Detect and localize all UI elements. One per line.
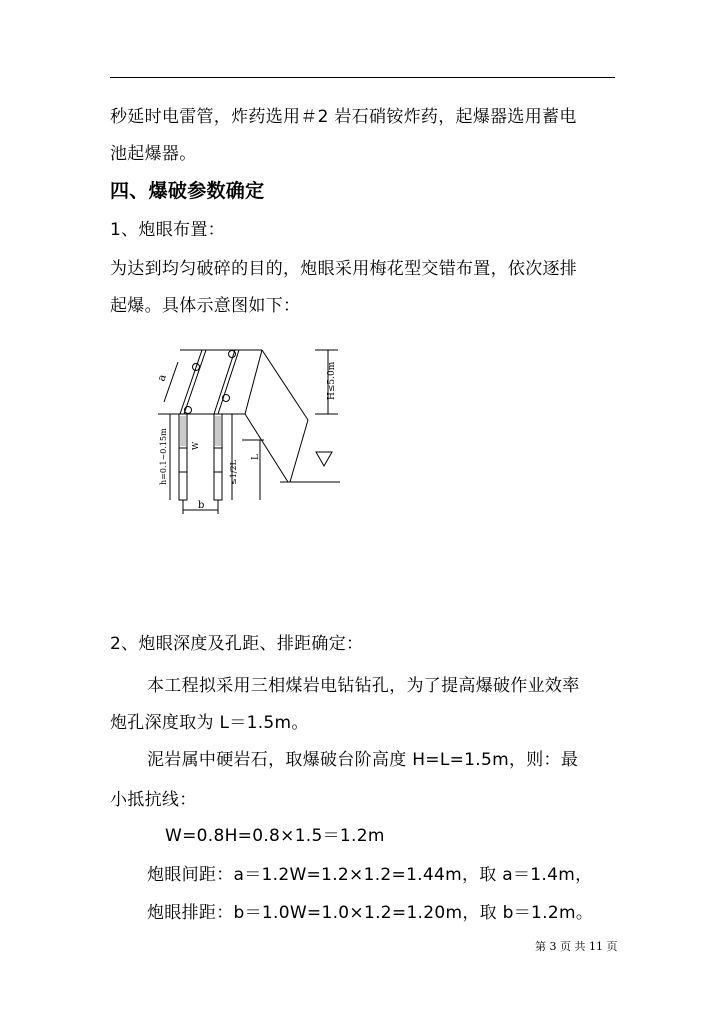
formula-line: 炮眼间距：a＝1.2W=1.2×1.2=1.44m，取 a＝1.4m， [147,865,593,885]
label-h: h=0.1~0.15m [159,428,168,485]
label-b: b [198,500,205,511]
label-H: H≤5.0m [327,361,337,400]
text-line: 池起爆器。 [110,144,197,164]
text-line: 起爆。具体示意图如下： [110,296,301,316]
header-rule [110,77,615,78]
text-line: 泥岩属中硬岩石，取爆破台阶高度 H=L=1.5m，则：最 [147,750,579,770]
text-line: 秒延时电雷管，炸药选用＃2 岩石硝铵炸药，起爆器选用蓄电 [110,107,577,127]
page-footer: 第 3 页 共 11 页 [535,940,618,953]
text-line: 本工程拟采用三相煤岩电钻钻孔，为了提高爆破作业效率 [147,676,580,696]
blasthole-layout-diagram [150,340,350,520]
label-half-L: ≤1/2L [229,460,238,485]
label-W: W [191,441,200,450]
subsection-title: 1、炮眼布置： [110,220,225,240]
text-line: 为达到均匀破碎的目的，炮眼采用梅花型交错布置，依次逐排 [110,259,578,279]
label-a: a [154,372,169,383]
text-line: 炮孔深度取为 L＝1.5m。 [110,713,309,733]
text-line: 小抵抗线： [110,790,197,810]
formula-line: 炮眼排距：b＝1.0W=1.0×1.2=1.20m，取 b＝1.2m。 [147,903,594,923]
subsection-title: 2、炮眼深度及孔距、排距确定： [110,634,364,654]
label-L: L [251,454,261,460]
section-heading: 四、爆破参数确定 [110,180,265,202]
formula-line: W=0.8H=0.8×1.5＝1.2m [165,826,385,846]
